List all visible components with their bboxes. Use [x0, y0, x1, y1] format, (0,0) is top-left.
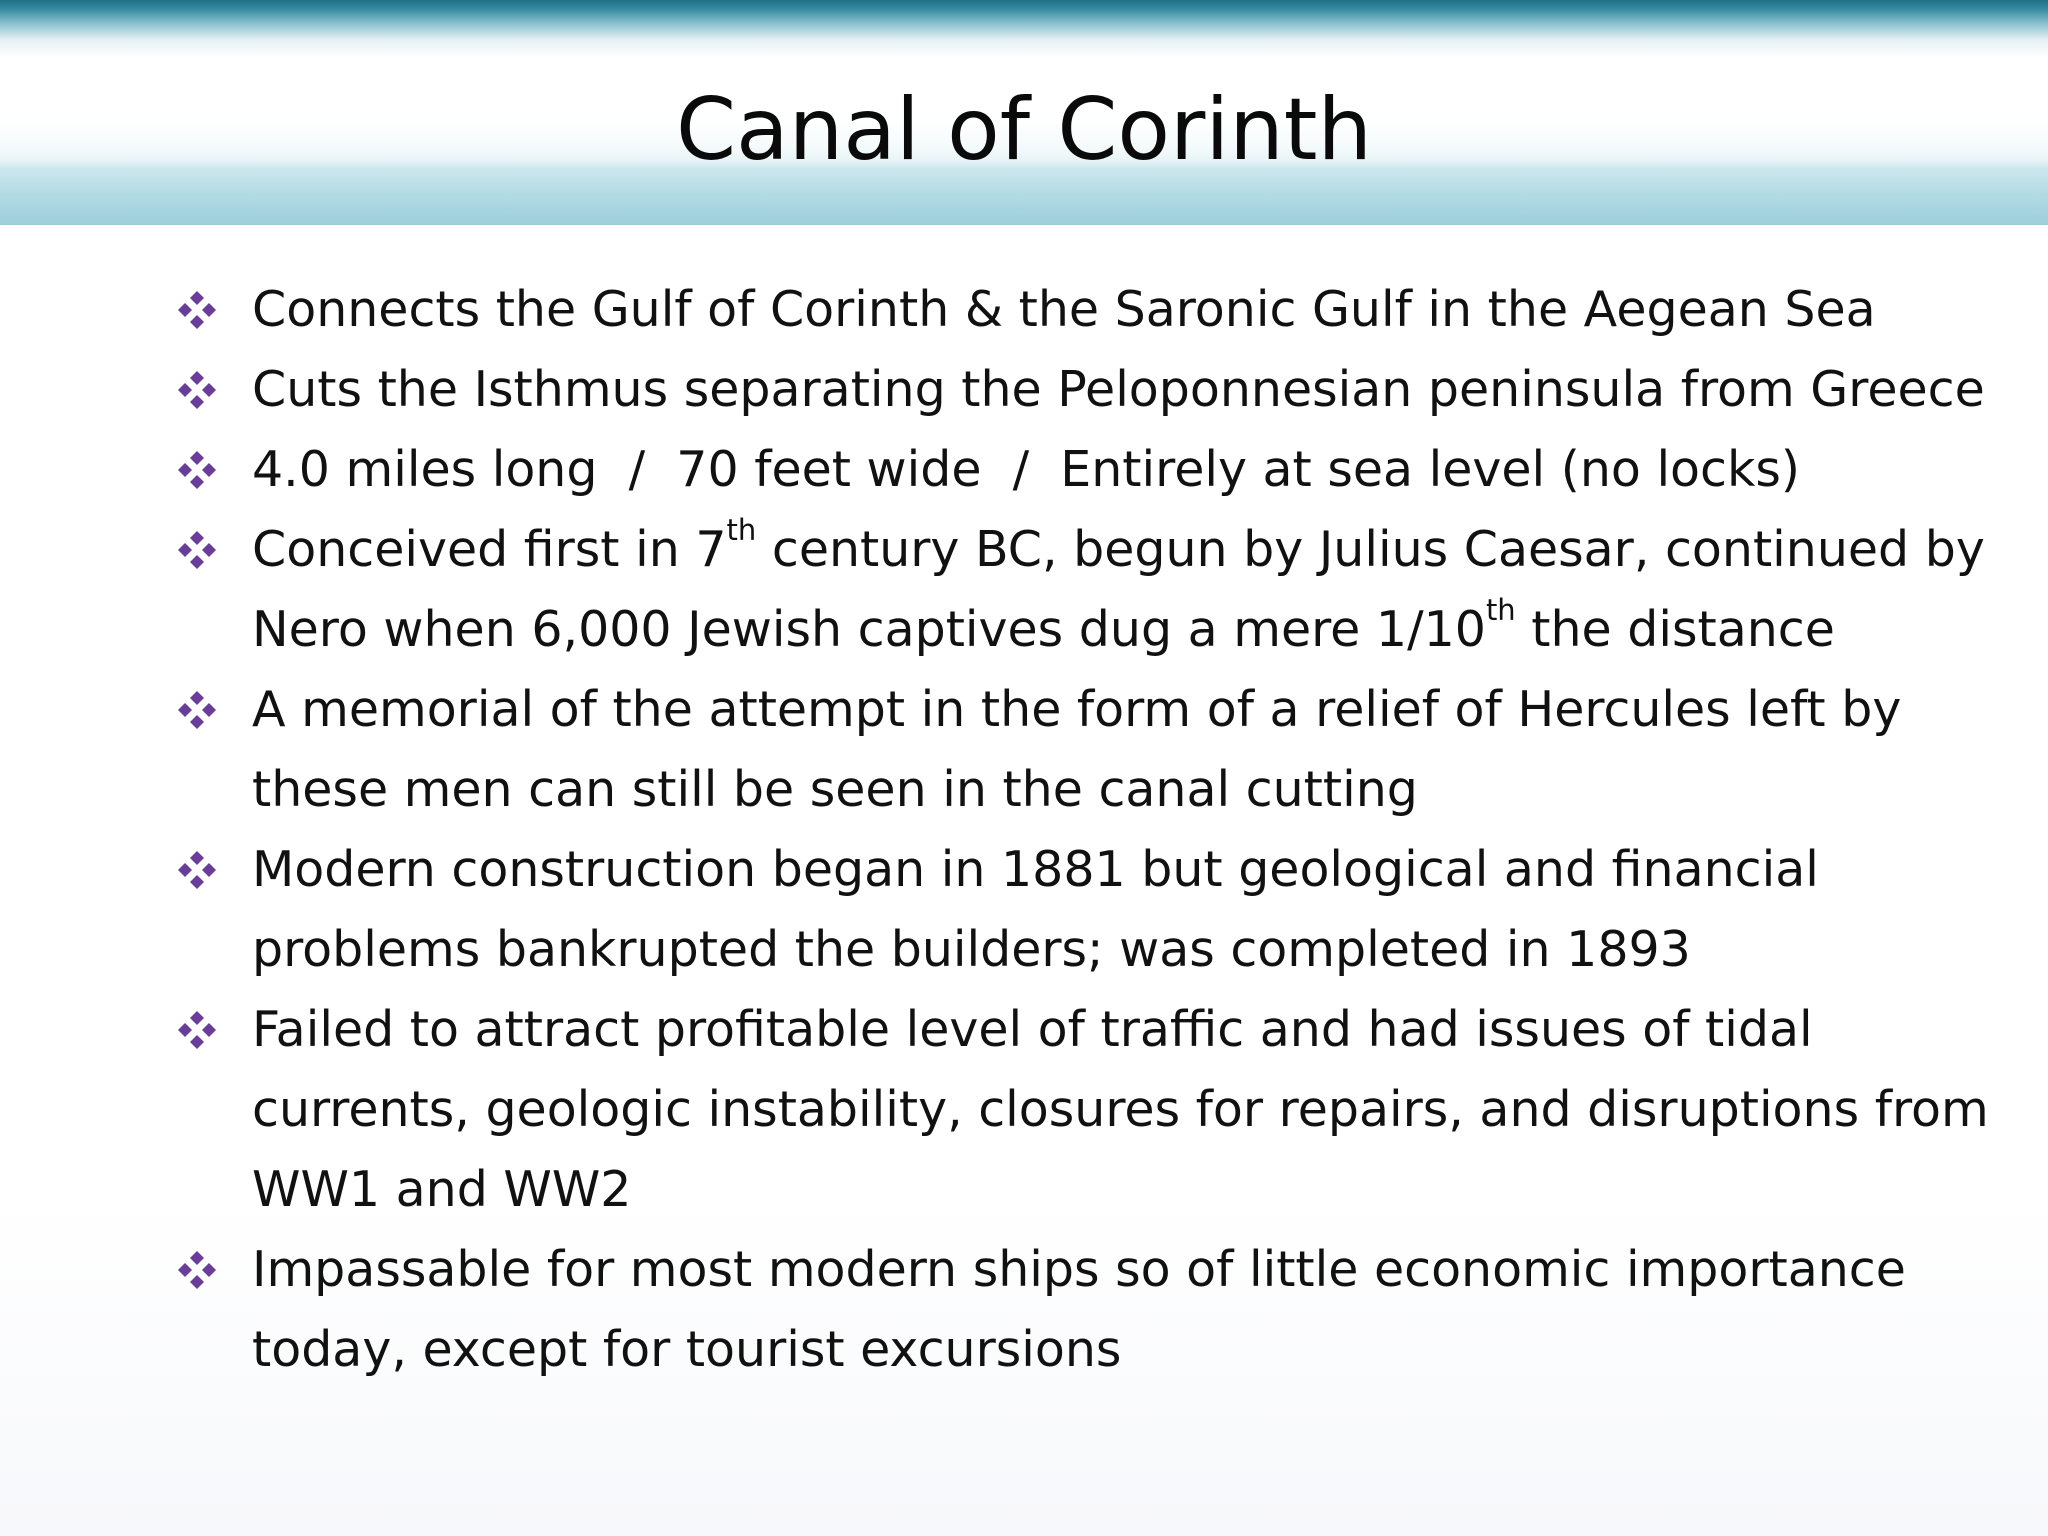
superscript: th	[1485, 593, 1516, 627]
bullet-text: Impassable for most modern ships so of little economic importance today, except for tourist excursions	[252, 1241, 1906, 1378]
diamond-cluster-icon	[176, 1009, 218, 1051]
bullet-text: 4.0 miles long / 70 feet wide / Entirely at sea level (no locks)	[252, 441, 1800, 498]
diamond-cluster-icon	[176, 689, 218, 731]
bullet-item	[0, 430, 1992, 510]
bullet-text: Modern construction began in 1881 but geological and financial problems bankrupted the builders; was completed in 1893	[252, 841, 1819, 978]
bullet-text-part: Conceived first in 7	[252, 521, 727, 578]
bullet-text: Failed to attract profitable level of traffic and had issues of tidal currents, geologic instability, closures for repairs, and disruptions from WW1 and WW2	[252, 1001, 1989, 1218]
bullet-item	[0, 830, 1992, 990]
diamond-cluster-icon	[176, 529, 218, 571]
bullet-text: A memorial of the attempt in the form of a relief of Hercules left by these men can still be seen in the canal cutting	[252, 681, 1902, 818]
diamond-cluster-icon	[176, 289, 218, 331]
bullet-item	[0, 990, 1992, 1230]
bullet-text: Cuts the Isthmus separating the Peloponnesian peninsula from Greece	[252, 361, 1985, 418]
bullet-item	[0, 350, 1992, 430]
bullet-item	[0, 270, 1992, 350]
bullet-item	[0, 1230, 1992, 1390]
bullet-item	[0, 670, 1992, 830]
bullet-list	[0, 270, 2048, 1390]
diamond-cluster-icon	[176, 849, 218, 891]
bullet-text-part: century BC, begun by Julius Caesar, continued by Nero when 6,000 Jewish captives dug a mere 1/10	[252, 521, 1985, 658]
diamond-cluster-icon	[176, 369, 218, 411]
diamond-cluster-icon	[176, 449, 218, 491]
bullet-text: Connects the Gulf of Corinth & the Saronic Gulf in the Aegean Sea	[252, 281, 1876, 338]
diamond-cluster-icon	[176, 1249, 218, 1291]
bullet-text-part: the distance	[1515, 601, 1835, 658]
slide-title: Canal of Corinth	[675, 80, 1373, 180]
superscript: th	[726, 513, 757, 547]
bullet-item	[0, 510, 1992, 670]
